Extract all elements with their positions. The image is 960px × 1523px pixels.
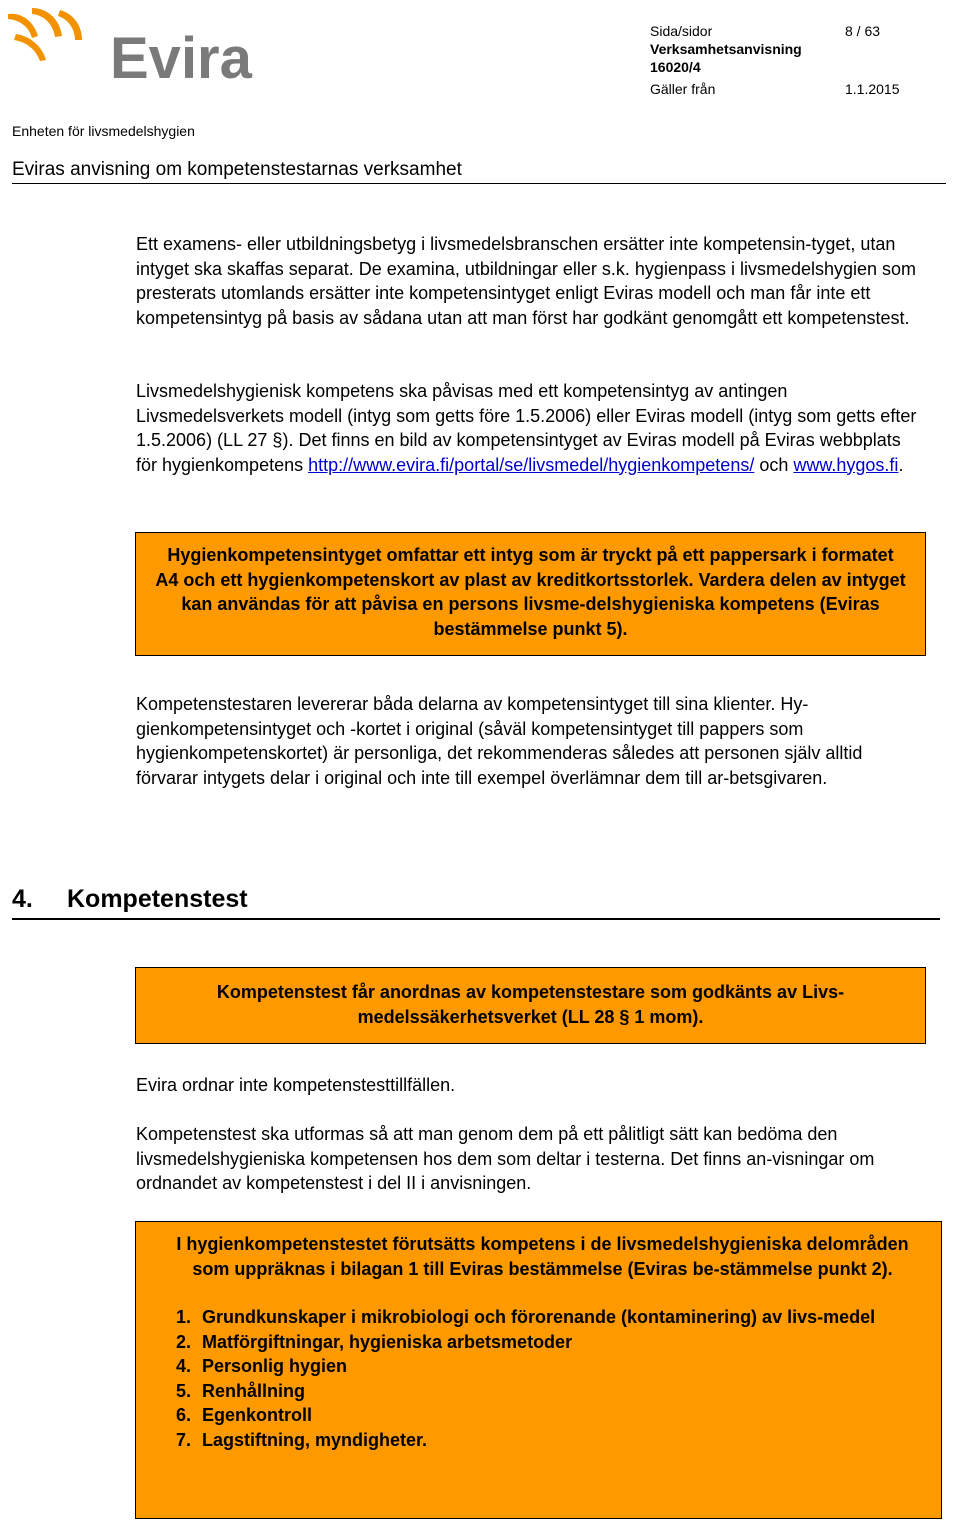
logo-text: Evira [110,26,252,84]
document-title: Eviras anvisning om kompetenstestarnas verksamhet [12,159,462,180]
doc-number: 16020/4 [650,59,701,75]
info-box-certificate [135,532,926,656]
valid-from-label: Gäller från [650,81,716,97]
valid-from-value: 1.1.2015 [845,81,900,97]
info-box-requirements [135,1221,942,1519]
list-item-text: Personlig hygien [202,1356,348,1376]
requirements-list [176,1305,909,1452]
list-item-number: 6. [176,1405,192,1425]
info-box-testers-text: Kompetenstest får anordnas av kompetenstestare som godkänts av Livs-medelssäkerhetsverket (LL 28 § 1 mom). [216,982,845,1027]
section-title: Kompetenstest [67,885,248,913]
list-item [176,1428,909,1453]
list-item-text: Egenkontroll [202,1405,313,1425]
page-value: 8 / 63 [845,23,881,39]
info-box-certificate-text: Hygienkompetensintyget omfattar ett intyg som är tryckt på ett pappersark i formatet A4 och ett hygienkompetenskort av plast av kreditkortsstorlek. Vardera delen av intyget kan användas för att påvisa en persons livsme-delshygieniska kompetens (Eviras bestämmelse punkt 5). [155,545,906,639]
evira-logo-mark [2,4,262,84]
hygienkompetens-link[interactable]: http://www.evira.fi/portal/se/livsmedel/hygienkompetens/ [308,454,755,475]
list-item [176,1403,909,1428]
hygos-link[interactable]: www.hygos.fi [793,454,899,475]
list-item-text: Grundkunskaper i mikrobiologi och förorenande (kontaminering) av livs-medel [202,1307,876,1327]
paragraph-1: Ett examens- eller utbildningsbetyg i livsmedelsbranschen ersätter inte kompetensin-tyget, utan intyget ska skaffas separat. De examina, utbildningar eller s.k. hygienpass i livsmedelshygien som presterats utomlands ersätter inte kompetensintyget enligt Eviras modell och man får inte ett kompetensintyg på basis av sådana utan att man först har godkänt genomgått ett kompetenstest. [136,234,917,328]
paragraph-3: Kompetenstestaren levererar båda delarna av kompetensintyget till sina klienter. Hy-gienkompetensintyget och -kortet i original (såväl kompetensintyget till pappers som hygienkompetenskortet) är personliga, det rekommenderas således att personen själv alltid förvarar intygets delar i original och inte till exempel överlämnar dem till ar-betsgivaren. [136,694,863,788]
list-item-text: Matförgiftningar, hygieniska arbetsmetoder [202,1331,573,1352]
paragraph-4: Evira ordnar inte kompetenstesttillfällen. [136,1075,456,1095]
paragraph-2 [136,379,921,477]
list-item [176,1354,909,1379]
unit-name: Enheten för livsmedelshygien [12,123,195,139]
paragraph-2-text: Livsmedelshygienisk kompetens ska påvisas med ett kompetensintyg av antingen Livsmedelsverkets modell (intyg som getts före 1.5.2006) eller Eviras modell (intyg som getts efter 1.5.2006) (LL 27 §). Det finns en bild av kompetensintyget av Eviras modell på Eviras webbplats för hygienkompetens [136,381,917,475]
list-item [176,1305,909,1330]
evira-logo [2,4,262,84]
paragraph-2-och: och [759,454,789,475]
list-item-number: 4. [176,1356,192,1376]
info-box-testers [135,967,926,1044]
section-divider [12,918,940,920]
paragraph-5: Kompetenstest ska utformas så att man genom dem på ett pålitligt sätt kan bedöma den livsmedelshygieniska kompetensen hos dem som deltar i testerna. Det finns an-visningar om ordnandet av kompetenstest i del II i anvisningen. [136,1124,875,1193]
section-number: 4. [12,885,33,913]
list-item [176,1330,909,1355]
info-box-requirements-intro: I hygienkompetenstestet förutsätts kompetens i de livsmedelshygieniska delområden som uppräknas i bilagan 1 till Eviras bestämmelse (Eviras be-stämmelse punkt 2). [176,1234,909,1279]
list-item [176,1379,909,1404]
doc-type: Verksamhetsanvisning [650,41,802,57]
list-item-text: Renhållning [202,1380,305,1401]
header-divider [12,183,946,184]
list-item-number: 5. [176,1380,192,1401]
list-item-number: 2. [176,1331,192,1352]
list-item-number: 1. [176,1307,192,1327]
page-label: Sida/sidor [650,23,713,39]
list-item-number: 7. [176,1429,192,1450]
paragraph-2-end: . [898,454,904,475]
list-item-text: Lagstiftning, myndigheter. [202,1429,428,1450]
